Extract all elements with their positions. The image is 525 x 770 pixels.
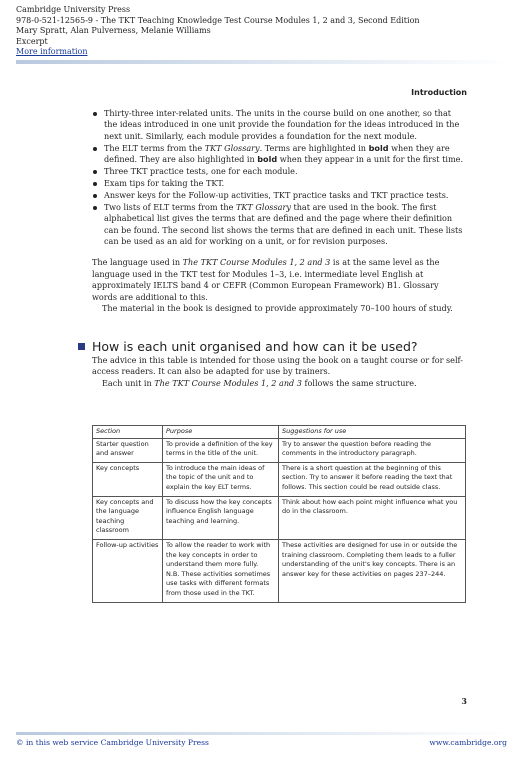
column-header: Section	[93, 426, 163, 439]
table-cell: Key concepts and the language teaching classroom	[93, 496, 163, 539]
unit-structure-table	[92, 425, 466, 603]
purpose-text: To allow the reader to work with the key concepts in order to understand them more fully.	[166, 540, 271, 569]
list-item: Thirty-three inter-related units. The units in the course build on one another, so that the ideas introduced in one unit provide the foundation for the ideas introduced in the next unit. Similarly, each module provides a foundation for the next module.	[92, 108, 466, 142]
book-isbn-title: 978-0-521-12565-9 - The TKT Teaching Knowledge Test Course Modules 1, 2 and 3, Second Edition	[16, 15, 420, 25]
table-cell: Try to answer the question before reading the comments in the introductory paragraph.	[279, 438, 466, 462]
column-header: Purpose	[163, 426, 279, 439]
purpose-note: N.B. These activities sometimes use tasks with different formats from those used in the TKT.	[166, 569, 271, 597]
book-authors: Mary Spratt, Alan Pulverness, Melanie Williams	[16, 26, 211, 36]
table-cell: To discuss how the key concepts influence English language teaching and learning.	[163, 496, 279, 539]
table-header-row	[93, 426, 466, 439]
publisher-name: Cambridge University Press	[16, 5, 131, 14]
column-header: Suggestions for use	[279, 426, 466, 439]
table-row	[93, 438, 466, 462]
hours-paragraph: The material in the book is designed to provide approximately 70–100 hours of study.	[102, 303, 453, 313]
language-paragraph: The language used in The TKT Course Modules 1, 2 and 3 is at the same level as the language used in the TKT test for Modules 1–3, i.e. intermediate level English at approximately IELTS band 4 or CEFR (Common European Framework) B1. Glossary words are additional to this.	[92, 257, 440, 302]
section-heading	[78, 339, 418, 354]
table-row	[93, 539, 466, 602]
table-row	[93, 496, 466, 539]
structure-paragraph: Each unit in The TKT Course Modules 1, 2 and 3 follows the same structure.	[102, 377, 417, 388]
list-item: The ELT terms from the TKT Glossary. Terms are highlighted in bold when they are defined. They are also highlighted in bold when they appear in a unit for the first time.	[92, 143, 466, 166]
list-item: Two lists of ELT terms from the TKT Glossary that are used in the book. The first alphabetical list gives the terms that are defined and the page where their definition can be found. The second list shows the terms that are defined in each unit. These lists can be used as an aid for working on a unit, or for revision purposes.	[92, 202, 466, 248]
section-intro	[92, 355, 466, 389]
table-row	[93, 462, 466, 496]
table-cell: Starter question and answer	[93, 438, 163, 462]
list-item: Exam tips for taking the TKT.	[92, 178, 466, 189]
table-cell: To provide a definition of the key terms in the title of the unit.	[163, 438, 279, 462]
table-cell: Think about how each point might influence what you do in the classroom.	[279, 496, 466, 539]
section-title: How is each unit organised and how can it be used?	[92, 339, 418, 354]
page-body	[92, 108, 466, 314]
table-cell: To introduce the main ideas of the topic of the unit and to explain the key ELT terms.	[163, 462, 279, 496]
table-cell	[163, 539, 279, 602]
footer-website-link[interactable]: www.cambridge.org	[429, 738, 507, 747]
footer-copyright-link[interactable]: © in this web service Cambridge University Press	[16, 738, 209, 747]
more-information-link[interactable]: More information	[16, 47, 88, 57]
page-header	[16, 5, 420, 58]
heading-square-marker	[78, 343, 85, 350]
footer-divider	[16, 732, 511, 735]
advice-paragraph: The advice in this table is intended for those using the book on a taught course or for self-access readers. It can also be adapted for use by trainers.	[92, 355, 463, 377]
table-cell: These activities are designed for use in or outside the training classroom. Completing them leads to a fuller understanding of the unit's key concepts. There is an answer key for these activities on pages 237–244.	[279, 539, 466, 602]
excerpt-label: Excerpt	[16, 36, 48, 46]
features-list	[92, 108, 466, 247]
table-cell: Follow-up activities	[93, 539, 163, 602]
list-item: Answer keys for the Follow-up activities, TKT practice tasks and TKT practice tests.	[92, 190, 466, 201]
running-head: Introduction	[411, 88, 467, 97]
table-cell: There is a short question at the beginning of this section. Try to answer it before reading the text that follows. This section could be read outside class.	[279, 462, 466, 496]
header-divider	[16, 60, 511, 64]
page-number: 3	[461, 696, 467, 706]
table-cell: Key concepts	[93, 462, 163, 496]
list-item: Three TKT practice tests, one for each module.	[92, 166, 466, 177]
